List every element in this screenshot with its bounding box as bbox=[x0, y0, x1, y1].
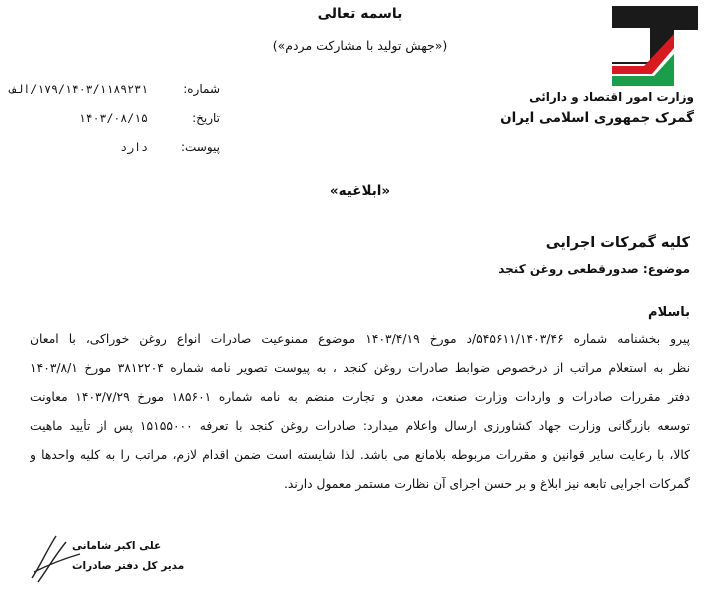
signature-scribble bbox=[26, 528, 86, 586]
letterhead-title: باسمه تعالی bbox=[317, 6, 403, 22]
meta-date-row bbox=[20, 111, 220, 131]
meta-number-row bbox=[9, 82, 220, 102]
ministry-name: وزارت امور اقتصاد و دارائی bbox=[529, 90, 694, 104]
notice-title: «ابلاغیه» bbox=[329, 183, 391, 199]
subject-line: موضوع: صدورقطعی روغن کنجد bbox=[498, 262, 690, 276]
signatory-name: علی اکبر شامانی bbox=[72, 540, 162, 552]
letterhead-slogan: («جهش تولید با مشارکت مردم») bbox=[272, 38, 448, 53]
number-label: شماره: bbox=[183, 82, 220, 96]
signatory-title: مدیر کل دفتر صادرات bbox=[72, 560, 185, 572]
body-line: گمرکات اجرایی تابعه نیز ابلاغ و بر حسن اجرای آن نظارت مستمر معمول دارند. bbox=[283, 477, 690, 491]
meta-attachment-row bbox=[20, 140, 220, 160]
recipient: کلیه گمرکات اجرایی bbox=[545, 235, 690, 251]
body-line: توسعه بازرگانی وزارت جهاد کشاورزی ارسال واعلام میدارد: صادرات روغن کنجد با تعرفه ۱۵۱۵۵۰۰۰ پس از تأیید ماهیت bbox=[30, 419, 690, 433]
body-line: نظر به استعلام مراتب از درخصوص ضوابط صادرات روغن کنجد ، به پیوست تصویر نامه شماره ۳۸۱۲۲۰۴ مورخ ۱۴۰۳/۸/۱ bbox=[30, 361, 690, 375]
attachment-value: دارد bbox=[120, 140, 148, 154]
body-line: دفتر مقررات صادرات و واردات وزارت صنعت، معدن و تجارت منضم به نامه شماره ۱۸۵۶۰۱ مورخ ۱۴۰۳/۷/۲۹ معاونت bbox=[30, 390, 690, 404]
date-label: تاریخ: bbox=[192, 111, 220, 125]
agency-name: گمرک جمهوری اسلامی ایران bbox=[500, 110, 694, 126]
number-value: ۱۷۹/۱۴۰۳/۱۱۸۹۲۳۱/الف bbox=[9, 82, 148, 96]
salutation: باسلام bbox=[648, 305, 690, 320]
body-line: کالا، با رعایت سایر قوانین و مقررات مربوطه بلامانع می باشد. لذا شایسته است ضمن اقدام لازم، مراتب را به کلیه واحدها و bbox=[30, 448, 690, 462]
attachment-label: پیوست: bbox=[180, 140, 220, 154]
date-value: ۱۴۰۳/۰۸/۱۵ bbox=[78, 111, 148, 125]
body-line: پیرو بخشنامه شماره ۵۴۵۶۱۱/۱۴۰۳/۴۶/د مورخ ۱۴۰۳/۴/۱۹ موضوع ممنوعیت صادرات انواع روغن خوراکی، با امعان bbox=[30, 332, 690, 346]
